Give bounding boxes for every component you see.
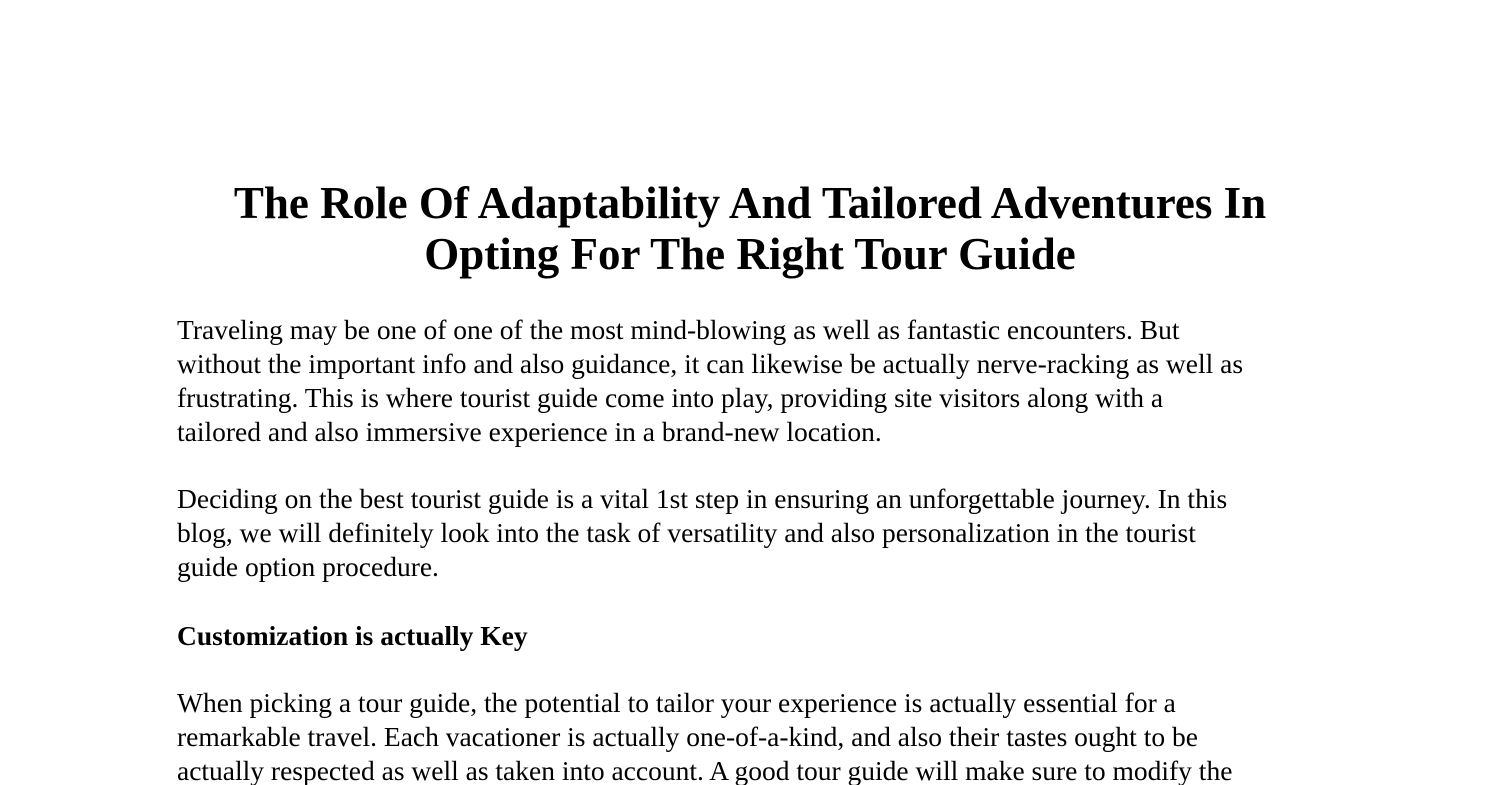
paragraph-line: blog, we will definitely look into the task of versatility and also personalization in the tourist xyxy=(177,517,1196,548)
title-line: Opting For The Right Tour Guide xyxy=(424,229,1076,279)
paragraph-line: Traveling may be one of one of the most mind-blowing as well as fantastic encounters. But xyxy=(177,314,1180,345)
paragraph-line: Deciding on the best tourist guide is a vital 1st step in ensuring an unforgettable journey. In this xyxy=(177,483,1228,514)
paragraph-customization xyxy=(177,686,1232,785)
paragraph-line: without the important info and also guidance, it can likewise be actually nerve-racking as well as xyxy=(177,348,1244,379)
document-title xyxy=(0,178,1500,280)
paragraph-choosing-guide xyxy=(177,482,1227,584)
paragraph-line: remarkable travel. Each vacationer is actually one-of-a-kind, and also their tastes ought to be xyxy=(177,721,1198,752)
title-line: The Role Of Adaptability And Tailored Adventures In xyxy=(233,178,1267,228)
paragraph-line: guide option procedure. xyxy=(177,551,439,582)
paragraph-line: frustrating. This is where tourist guide come into play, providing site visitors along with a xyxy=(177,382,1164,413)
paragraph-line: actually respected as well as taken into account. A good tour guide will make sure to modify the xyxy=(177,755,1233,785)
paragraph-line: When picking a tour guide, the potential to tailor your experience is actually essential for a xyxy=(177,687,1176,718)
section-heading: Customization is actually Key xyxy=(177,620,528,651)
paragraph-intro xyxy=(177,313,1243,449)
paragraph-line: tailored and also immersive experience in a brand-new location. xyxy=(177,416,882,447)
